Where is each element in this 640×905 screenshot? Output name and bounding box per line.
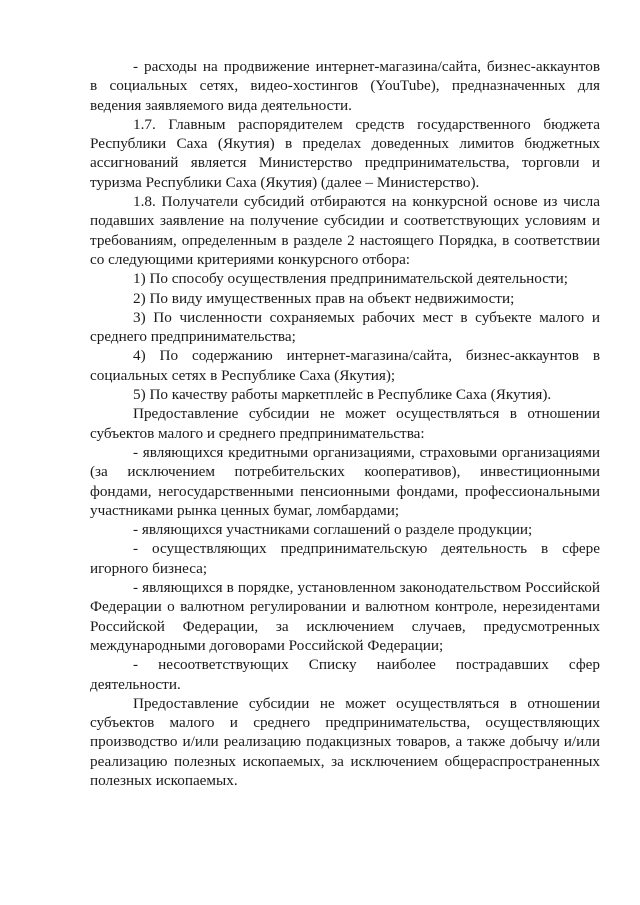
exclusion-gambling: - осуществляющих предпринимательскую деятельность в сфере игорного бизнеса;: [90, 540, 600, 577]
criterion-1: 1) По способу осуществления предпринимательской деятельности;: [133, 270, 569, 288]
paragraph-exclusions-intro: Предоставление субсидии не может осуществляться в отношении субъектов малого и среднего предпринимательства:: [90, 405, 600, 442]
exclusion-not-in-list: - несоответствующих Списку наиболее пострадавших сфер деятельности.: [90, 656, 600, 693]
exclusion-financial-orgs: - являющихся кредитными организациями, страховыми организациями (за исключением потребительских кооперативов), инвестиционными фондами, негосударственными пенсионными фондами, профессиональными участниками рынка ценных бумаг, ломбардами;: [90, 443, 600, 519]
paragraph-excise-exclusion: Предоставление субсидии не может осуществляться в отношении субъектов малого и среднего предпринимательства, осуществляющих производство и/или реализацию подакцизных товаров, а также добычу и/или реализацию полезных ископаемых, за исключением общераспространенных полезных ископаемых.: [90, 694, 600, 789]
criterion-5: 5) По качеству работы маркетплейс в Республике Саха (Якутия).: [133, 386, 552, 404]
paragraph-expenses-promotion: - расходы на продвижение интернет-магазина/сайта, бизнес-аккаунтов в социальных сетях, видео-хостингов (YouTube), предназначенных для ведения заявляемого вида деятельности.: [90, 58, 600, 114]
paragraph-1-8: 1.8. Получатели субсидий отбираются на конкурсной основе из числа подавших заявление на получение субсидии и соответствующих условиям и требованиям, определенным в разделе 2 настоящего Порядка, в соответствии со следующими критериями конкурсного отбора:: [90, 193, 600, 268]
criterion-3: 3) По численности сохраняемых рабочих мест в субъекте малого и среднего предпринимательства;: [90, 308, 600, 346]
paragraph-1-7: 1.7. Главным распорядителем средств государственного бюджета Республики Саха (Якутия) в пределах доведенных лимитов бюджетных ассигнований является Министерство предпринимательства, торговли и туризма Республики Саха (Якутия) (далее – Министерство).: [90, 115, 600, 191]
exclusion-psa-participants: - являющихся участниками соглашений о разделе продукции;: [133, 521, 533, 539]
criterion-4: 4) По содержанию интернет-магазина/сайта, бизнес-аккаунтов в социальных сетях в Республике Саха (Якутия);: [90, 347, 600, 384]
criterion-2: 2) По виду имущественных прав на объект недвижимости;: [133, 289, 515, 307]
document-body: [90, 57, 600, 790]
exclusion-nonresidents: - являющихся в порядке, установленном законодательством Российской Федерации о валютном регулировании и валютном контроле, нерезидентами Российской Федерации, за исключением случаев, предусмотренных международными договорами Российской Федерации;: [90, 579, 600, 654]
